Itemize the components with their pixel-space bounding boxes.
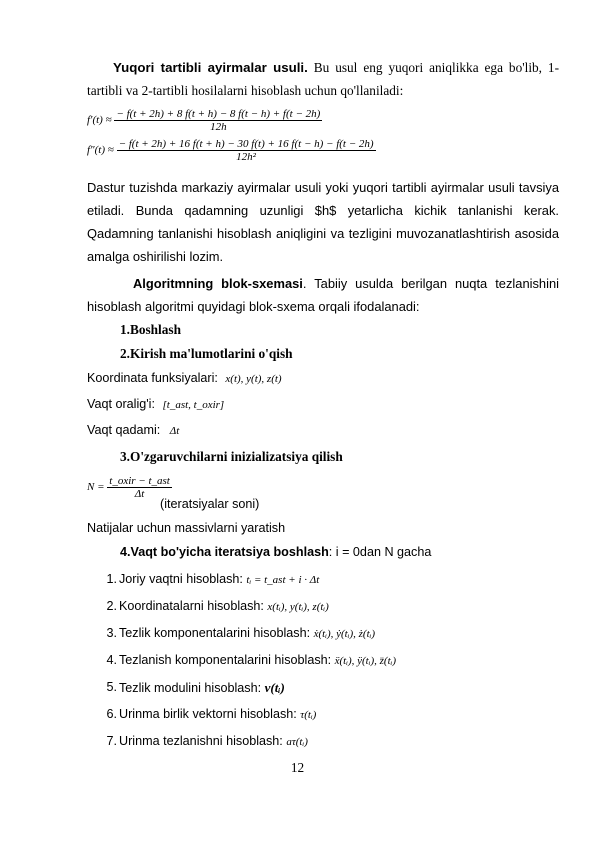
algorithm-paragraph (87, 272, 559, 318)
list-item-number: 7. (106, 734, 117, 748)
step-iteration-range: : i = 0dan N gacha (328, 545, 432, 559)
intro-title: Yuqori tartibli ayirmalar usuli. (113, 60, 308, 75)
list-item-text (119, 599, 329, 613)
formula1-lhs: f′(t) ≈ (87, 114, 112, 127)
list-item-math: τ(tᵢ) (300, 709, 317, 721)
formula2-denominator: 12h² (236, 151, 256, 163)
step-start: 1.Boshlash (120, 322, 181, 337)
intro-text: Bu usul eng yuqori aniqlikka ega bo'lib, 1-tartibli va 2-tartibli hosilalarni hisoblash uchun qo'llaniladi: (87, 60, 559, 98)
step-size-line (87, 423, 179, 437)
n-numerator: t_oxir − t_ast (109, 475, 170, 487)
list-item-math: tᵢ = t_ast + i · Δt (246, 574, 320, 586)
step-iteration (120, 545, 431, 559)
recommendation-paragraph: Dastur tuzishda markaziy ayirmalar usuli yoki yuqori tartibli ayirmalar usuli tavsiya etiladi. Bunda qadamning uzunligi $h$ yetarlicha kichik tanlanishi kerak. Qadamning tanlanishi hisoblash aniqligini va tezligini muvozanatlashtirish asosida amalga oshirilishi lozim. (87, 180, 559, 264)
n-lhs: N = (87, 481, 105, 494)
list-item-text (119, 707, 316, 721)
interval-math: [t_ast, t_oxir] (162, 399, 225, 411)
formula-first-derivative (87, 108, 322, 133)
list-item-number: 4. (106, 653, 117, 667)
list-item-label: Koordinatalarni hisoblash: (119, 599, 264, 613)
list-item-label: Tezlanish komponentalarini hisoblash: (119, 653, 332, 667)
list-item-number: 2. (106, 599, 117, 613)
step-size-label: Vaqt qadami: (87, 423, 161, 437)
list-item-label: Joriy vaqtni hisoblash: (119, 572, 243, 586)
list-item-label: Urinma tezlanishni hisoblash: (119, 734, 283, 748)
list-item-number: 5. (106, 680, 117, 694)
formula1-fraction (114, 108, 322, 133)
list-item-number: 6. (106, 707, 117, 721)
list-item-label: Tezlik modulini hisoblash: (119, 681, 262, 695)
formula-second-derivative (87, 138, 376, 163)
list-item-math: ẋ(tᵢ), ẏ(tᵢ), ż(tᵢ) (313, 628, 376, 640)
intro-paragraph (87, 56, 559, 102)
list-item-text (119, 653, 396, 667)
list-item-text (119, 680, 285, 696)
list-item-math: x(tᵢ), y(tᵢ), z(tᵢ) (267, 601, 329, 613)
coord-math: x(t), y(t), z(t) (225, 373, 282, 385)
list-item-number: 3. (106, 626, 117, 640)
coord-label: Koordinata funksiyalari: (87, 371, 218, 385)
algorithm-text: . Tabiiy usulda berilgan nuqta tezlanishini hisoblash algoritmi quyidagi blok-sxema orqali ifodalanadi: (87, 276, 559, 314)
formula1-numerator: − f(t + 2h) + 8 f(t + h) − 8 f(t − h) + f(t − 2h) (116, 108, 321, 120)
step-input: 2.Kirish ma'lumotlarini o'qish (120, 346, 293, 361)
list-item-label: Urinma birlik vektorni hisoblash: (119, 707, 297, 721)
interval-line (87, 397, 224, 411)
arrays-line: Natijalar uchun massivlarni yaratish (87, 521, 286, 535)
list-item-text (119, 734, 308, 748)
list-item-text (119, 572, 319, 586)
list-item-text (119, 626, 375, 640)
interval-label: Vaqt oralig'i: (87, 397, 155, 411)
list-item-math: aτ(tᵢ) (286, 736, 308, 748)
page-number: 12 (290, 760, 305, 775)
iteration-note: (iteratsiyalar soni) (160, 497, 260, 511)
formula1-denominator: 12h (210, 121, 227, 133)
n-denominator: Δt (134, 488, 145, 500)
formula2-lhs: f″(t) ≈ (87, 144, 114, 157)
formula2-numerator: − f(t + 2h) + 16 f(t + h) − 30 f(t) + 16 f(t − h) − f(t − 2h) (118, 138, 374, 150)
list-item-label: Tezlik komponentalarini hisoblash: (119, 626, 311, 640)
step-size-math: Δt (169, 425, 180, 437)
list-item-math: v(tᵢ) (264, 680, 285, 695)
formula2-fraction (117, 138, 376, 163)
list-item-math: ẍ(tᵢ), ÿ(tᵢ), z̈(tᵢ) (334, 655, 397, 667)
step-iteration-title: 4.Vaqt bo'yicha iteratsiya boshlash (120, 545, 329, 559)
list-item-number: 1. (106, 572, 117, 586)
step-init: 3.O'zgaruvchilarni inizializatsiya qilish (120, 449, 343, 464)
coord-line (87, 371, 282, 385)
algorithm-title: Algoritmning blok-sxemasi (133, 276, 303, 291)
